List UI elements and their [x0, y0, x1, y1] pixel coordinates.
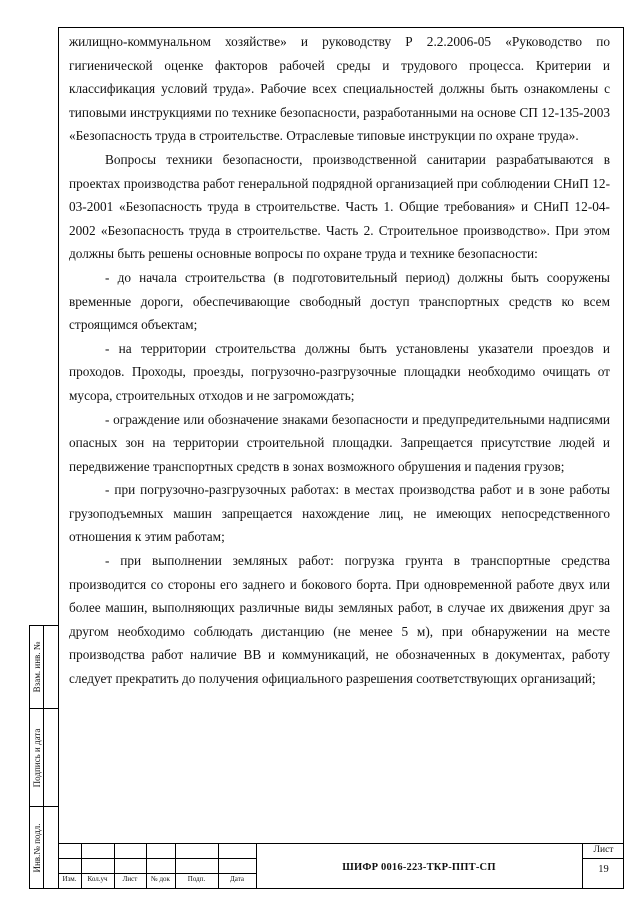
col-izm: Изм.: [62, 875, 77, 883]
col-data: Дата: [230, 875, 244, 883]
col-list: Лист: [122, 875, 138, 883]
list-item: - при погрузочно-разгрузочных работах: в местах производства работ и в зоне работы грузоподъемных машин запрещается нахождение лиц, не имеющих непосредственного отношения к этим работам;: [69, 482, 610, 545]
side-stamp: [29, 625, 58, 889]
title-block: [58, 843, 624, 889]
col-ndok: № док: [151, 875, 170, 883]
side-cell-inv: [30, 807, 44, 889]
list-item: - ограждение или обозначение знаками безопасности и предупредительными надписями опасных зон на территории строительной площадки. Запрещается присутствие людей и передвижение транспортных средств в зонах возможного обрушения и падения грузов;: [69, 411, 610, 474]
side-label-podpis: Подпись и дата: [31, 728, 42, 787]
side-label-inv: Инв.№ подл.: [31, 823, 42, 873]
sheet-number: 19: [598, 864, 609, 875]
paragraph: жилищно-коммунальном хозяйстве» и руководству Р 2.2.2006-05 «Руководство по гигиенической оценке факторов рабочей среды и трудового процесса. Критерии и классификация условий труда». Рабочие всех специальностей должны быть ознакомлены с типовыми инструкциями по технике безопасности, разработанными на основе СП 12-135-2003 «Безопасность труда в строительстве. Отраслевые типовые инструкции по охране труда».: [69, 34, 610, 144]
sheet-label: Лист: [593, 845, 614, 855]
side-cell-vzam: [30, 626, 44, 708]
list-item: - до начала строительства (в подготовительный период) должны быть сооружены временные дороги, обеспечивающие свободный доступ транспортных средств ко всем строящимся объектам;: [69, 269, 610, 333]
side-cell-podpis: [30, 709, 44, 806]
list-item: - на территории строительства должны быть установлены указатели проездов и проходов. Проходы, проезды, погрузочно-разгрузочные площадки необходимо очищать от мусора, строительных отходов и не загромождать;: [69, 340, 610, 403]
paragraph: Вопросы техники безопасности, производственной санитарии разрабатываются в проектах производства работ генеральной подрядной организацией при соблюдении СНиП 12-03-2001 «Безопасность труда в строительстве. Часть 1. Общие требования» и СНиП 12-04-2002 «Безопасность труда в строительстве. Часть 2. Строительное производство». При этом должны быть решены основные вопросы по охране труда и технике безопасности:: [69, 151, 610, 262]
list-item: - при выполнении земляных работ: погрузка грунта в транспортные средства производится со стороны его заднего и бокового борта. При одновременной работе двух или более машин, выполняющих различные виды земляных работ, в случае их движения друг за другом необходимо соблюдать дистанцию (не менее 5 м), при обнаружении на месте производства работ наличие ВВ и коммуникаций, не обозначенных в документах, работу следует прекратить до получения официального разрешения соответствующих организаций;: [69, 553, 610, 687]
col-koluch: Кол.уч: [87, 875, 108, 883]
side-label-vzam: Взам. инв. №: [31, 641, 42, 693]
document-body: [69, 30, 610, 691]
col-podp: Подп.: [187, 875, 206, 883]
document-cipher: ШИФР 0016-223-ТКР-ППТ-СП: [342, 862, 496, 873]
